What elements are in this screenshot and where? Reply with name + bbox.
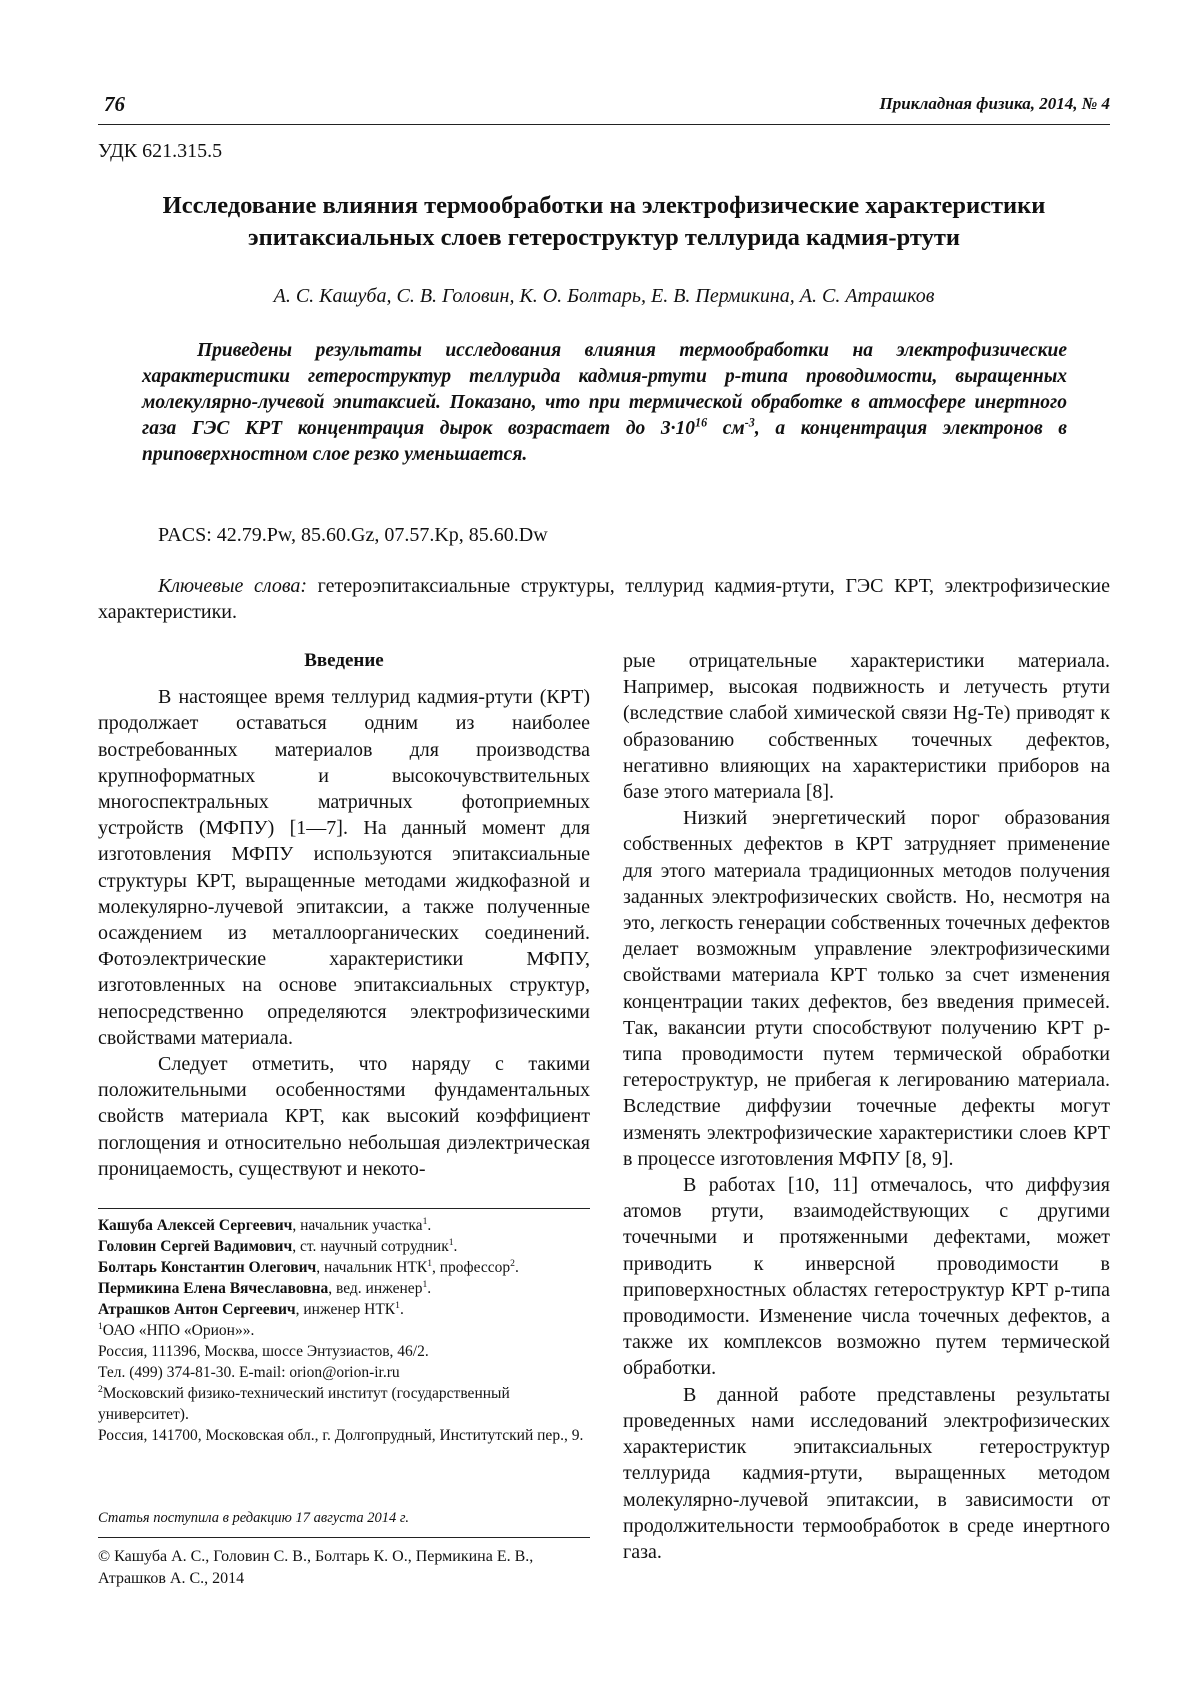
- punct: .: [427, 1280, 432, 1297]
- abstract-text-2: см: [707, 418, 745, 439]
- keywords-label: Ключевые слова:: [158, 575, 308, 597]
- running-header: [98, 90, 1110, 125]
- affiliation-mark: 1: [395, 1299, 400, 1311]
- author-name: Пермикина Елена Вячеславовна: [98, 1280, 329, 1297]
- affiliation-name: ОАО «НПО «Орион»».: [102, 1322, 255, 1339]
- author-name: Кашуба Алексей Сергеевич: [98, 1217, 293, 1234]
- abstract-text-3: , а концентрация электронов в приповерхностном слое резко уменьшается.: [142, 418, 1068, 465]
- affiliation-mark: 1: [98, 1320, 103, 1332]
- author-list: А. С. Кашуба, С. В. Головин, К. О. Болтарь, Е. В. Пермикина, А. С. Атрашков: [273, 285, 935, 307]
- footnote-author: [98, 1257, 590, 1278]
- paragraph: рые отрицательные характеристики материала. Например, высокая подвижность и летучесть ртути (вследствие слабой химической связи Hg-Te) приводят к образованию собственных точечных дефектов, негативно влияющих на характеристики приборов на базе этого материала [8].: [623, 650, 1110, 804]
- copyright-notice: © Кашуба А. С., Головин С. В., Болтарь К. О., Пермикина Е. В., Атрашков А. С., 2014: [98, 1537, 590, 1590]
- paragraph: Низкий энергетический порог образования собственных дефектов в КРТ затрудняет применение для этого материала традиционных методов получения заданных электрофизических свойств. Но, несмотря на это, легкость генерации собственных точечных дефектов делает возможным управление электрофизическими свойствами материала КРТ только за счет изменения концентрации таких дефектов, без введения примесей. Так, вакансии ртути способствуют получению КРТ p-типа проводимости путем термической обработки гетероструктур, не прибегая к легированию материала. Вследствие диффузии точечные дефекты могут изменять электрофизические характеристики слоев КРТ в процессе изготовления МФПУ [8, 9].: [623, 807, 1110, 1170]
- affiliation-mark: 1: [448, 1236, 454, 1248]
- article-title: Исследование влияния термообработки на электрофизические характеристики эпитаксиальных слоев гетероструктур теллурида кадмия-ртути: [162, 192, 1046, 251]
- author-name: Атрашков Антон Сергеевич: [98, 1301, 296, 1318]
- author-role: , ст. научный сотрудник: [292, 1238, 449, 1255]
- affiliation-1: [98, 1320, 590, 1341]
- author-role: , инженер НТК: [295, 1301, 396, 1318]
- page-number: 76: [104, 92, 125, 116]
- abstract: [142, 338, 1067, 468]
- abstract-exponent-1: 16: [695, 415, 708, 430]
- affiliation-name: Московский физико-технический институт (государственный университет).: [98, 1385, 510, 1423]
- affiliation-mark: 1: [427, 1257, 433, 1269]
- keywords-text: гетероэпитаксиальные структуры, теллурид кадмия-ртути, ГЭС КРТ, электрофизические характеристики.: [98, 575, 1110, 623]
- paragraph: Следует отметить, что наряду с такими положительными особенностями фундаментальных свойств материала КРТ, как высокий коэффициент поглощения и относительно небольшая диэлектрическая проницаемость, существуют и некото-: [98, 1053, 590, 1180]
- journal-citation: Прикладная физика, 2014, № 4: [879, 94, 1110, 113]
- section-heading-intro: Введение: [304, 650, 384, 671]
- pacs-codes: PACS: 42.79.Pw, 85.60.Gz, 07.57.Kp, 85.60.Dw: [158, 524, 548, 546]
- author-role: , профессор: [432, 1259, 511, 1276]
- author-role: , вед. инженер: [328, 1280, 423, 1297]
- author-name: Болтарь Константин Олегович: [98, 1259, 317, 1276]
- author-role: , начальник участка: [292, 1217, 423, 1234]
- affiliation-2: [98, 1383, 590, 1425]
- footnote-author: [98, 1215, 590, 1236]
- footnote-author: [98, 1236, 590, 1257]
- received-date: Статья поступила в редакцию 17 августа 2014 г.: [98, 1510, 409, 1526]
- paragraph: В данной работе представлены результаты проведенных нами исследований электрофизических характеристик эпитаксиальных гетероструктур теллурида кадмия-ртути, выращенных методом молекулярно-лучевой эпитаксии, в зависимости от продолжительности термообработок в среде инертного газа.: [623, 1383, 1110, 1563]
- affiliation-mark: 1: [422, 1215, 428, 1227]
- keywords: [98, 573, 1110, 625]
- affiliation-mark: 2: [98, 1383, 103, 1395]
- abstract-text-1: Приведены результаты исследования влияния термообработки на электрофизические характеристики гетероструктур теллурида кадмия-ртути p-типа проводимости, выращенных молекулярно-лучевой эпитаксией. Показано, что при термической обработке в атмосфере инертного газа ГЭС КРТ концентрация дырок возрастает до 3·10: [142, 340, 1067, 439]
- author-name: Головин Сергей Вадимович: [98, 1238, 293, 1255]
- punct: .: [399, 1301, 404, 1318]
- punct: .: [514, 1259, 519, 1276]
- abstract-exponent-2: -3: [744, 415, 755, 430]
- author-footnotes: [98, 1208, 590, 1446]
- punct: .: [427, 1217, 432, 1234]
- author-role: , начальник НТК: [316, 1259, 428, 1276]
- affiliation-address: Россия, 141700, Московская обл., г. Долгопрудный, Институтский пер., 9.: [98, 1427, 584, 1444]
- affiliation-mark: 2: [510, 1257, 515, 1269]
- paragraph: В настоящее время теллурид кадмия-ртути (КРТ) продолжает оставаться одним из наиболее востребованных материалов для производства крупноформатных и высокочувствительных многоспектральных матричных фотоприемных устройств (МФПУ) [1—7]. На данный момент для изготовления МФПУ используются эпитаксиальные структуры КРТ, выращенные методами жидкофазной и молекулярно-лучевой эпитаксии, а также полученные осаждением из металлоорганических соединений. Фотоэлектрические характеристики МФПУ, изготовленных на основе эпитаксиальных структур, непосредственно определяются электрофизическими свойствами материала.: [98, 686, 590, 1049]
- footnote-author: [98, 1278, 590, 1299]
- footnote-author: [98, 1299, 590, 1320]
- udk-code: УДК 621.315.5: [98, 140, 223, 162]
- punct: .: [453, 1238, 458, 1255]
- affiliation-address: Россия, 111396, Москва, шоссе Энтузиастов, 46/2.: [98, 1343, 429, 1360]
- affiliation-mark: 1: [422, 1278, 428, 1290]
- affiliation-contact: Тел. (499) 374-81-30. E-mail: orion@orion-ir.ru: [98, 1364, 400, 1381]
- column-left: [98, 648, 590, 1182]
- column-right: [623, 648, 1110, 1565]
- paragraph: В работах [10, 11] отмечалось, что диффузия атомов ртути, взаимодействующих с другими точечными и протяженными дефектами, может приводить к инверсной проводимости в приповерхностных областях гетероструктур КРТ p-типа проводимости. Изменение числа точечных дефектов, а также их комплексов возможно путем термической обработки.: [623, 1174, 1110, 1380]
